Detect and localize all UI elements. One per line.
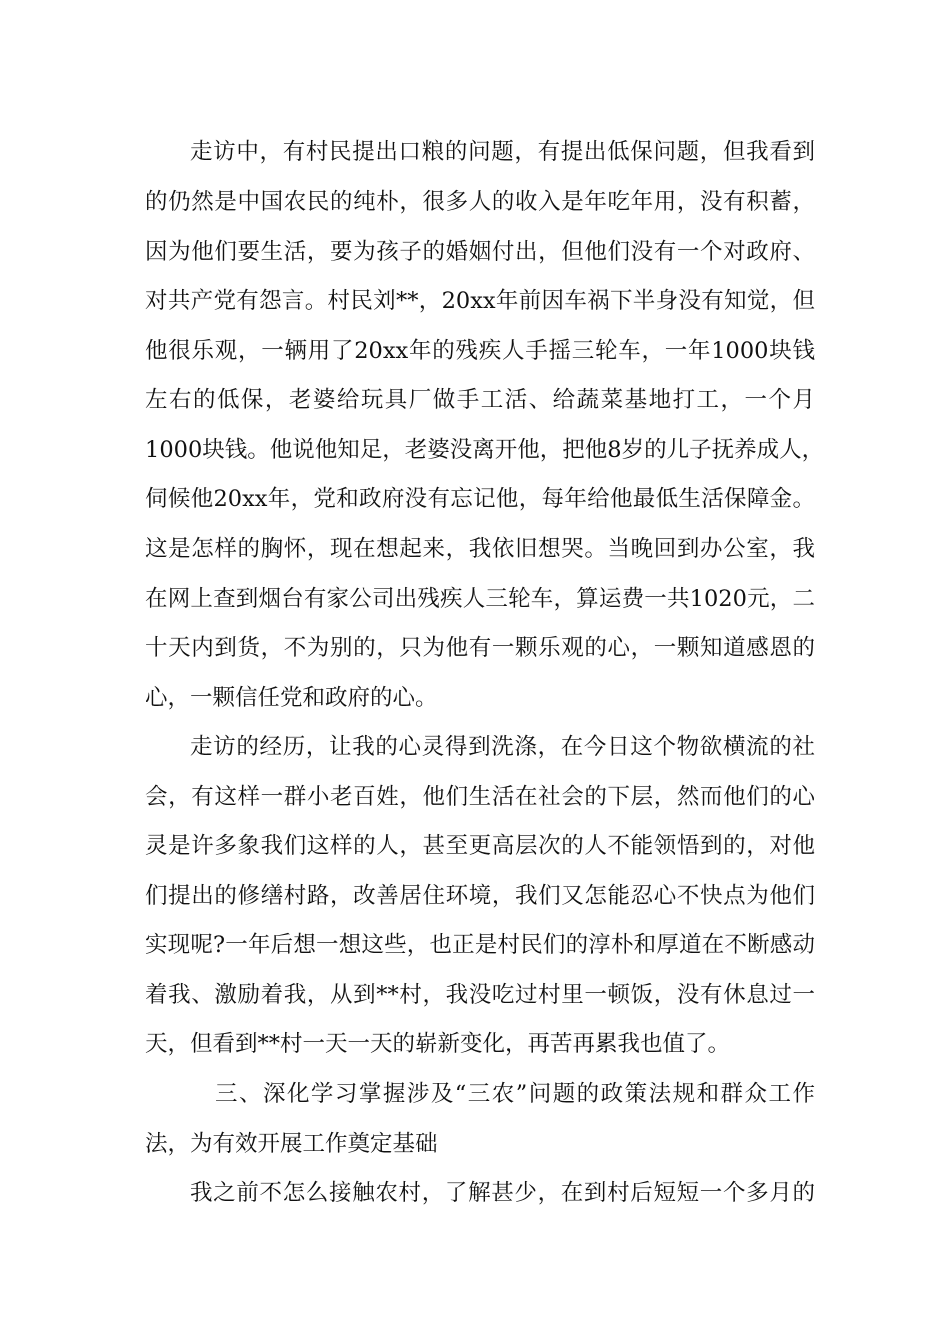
paragraph-line: 1000块钱。他说他知足，老婆没离开他，把他8岁的儿子抚养成人， [145,437,825,463]
paragraph-line: 灵是许多象我们这样的人，甚至更高层次的人不能领悟到的，对他 [145,833,815,859]
paragraph-line: 对共产党有怨言。村民刘**，20xx年前因车祸下半身没有知觉，但 [145,288,815,314]
paragraph-line: 十天内到货，不为别的，只为他有一颗乐观的心，一颗知道感恩的 [145,635,815,661]
paragraph-line: 心，一颗信任党和政府的心。 [145,685,438,711]
paragraph-line: 在网上查到烟台有家公司出残疾人三轮车，算运费一共1020元，二 [145,586,815,612]
paragraph-line: 这是怎样的胸怀，现在想起来，我依旧想哭。当晚回到办公室，我 [145,536,815,562]
paragraph-line: 我之前不怎么接触农村，了解甚少，在到村后短短一个多月的 [190,1180,815,1206]
paragraph-line: 们提出的修缮村路，改善居住环境，我们又怎能忍心不快点为他们 [145,883,815,909]
paragraph-line: 走访中，有村民提出口粮的问题，有提出低保问题，但我看到 [190,139,815,165]
paragraph-line: 伺候他20xx年，党和政府没有忘记他，每年给他最低生活保障金。 [145,486,815,512]
paragraph-line: 他很乐观，一辆用了20xx年的残疾人手摇三轮车，一年1000块钱 [145,338,815,364]
paragraph-line: 会，有这样一群小老百姓，他们生活在社会的下层，然而他们的心 [145,784,815,810]
paragraph-line: 的仍然是中国农民的纯朴，很多人的收入是年吃年用，没有积蓄， [145,189,815,215]
paragraph-line: 因为他们要生活，要为孩子的婚姻付出，但他们没有一个对政府、 [145,239,815,265]
paragraph-line: 着我、激励着我，从到**村，我没吃过村里一顿饭，没有休息过一 [145,982,815,1008]
paragraph-line: 天，但看到**村一天一天的崭新变化，再苦再累我也值了。 [145,1031,731,1057]
paragraph-line: 实现呢?一年后想一想这些，也正是村民们的淳朴和厚道在不断感动 [145,932,815,958]
paragraph-line: 走访的经历，让我的心灵得到洗涤，在今日这个物欲横流的社 [190,734,815,760]
section-heading-line: 法，为有效开展工作奠定基础 [145,1131,438,1157]
paragraph-line: 左右的低保，老婆给玩具厂做手工活、给蔬菜基地打工，一个月 [145,387,815,413]
section-heading-line: 三、深化学习掌握涉及“三农”问题的政策法规和群众工作 [215,1081,815,1107]
